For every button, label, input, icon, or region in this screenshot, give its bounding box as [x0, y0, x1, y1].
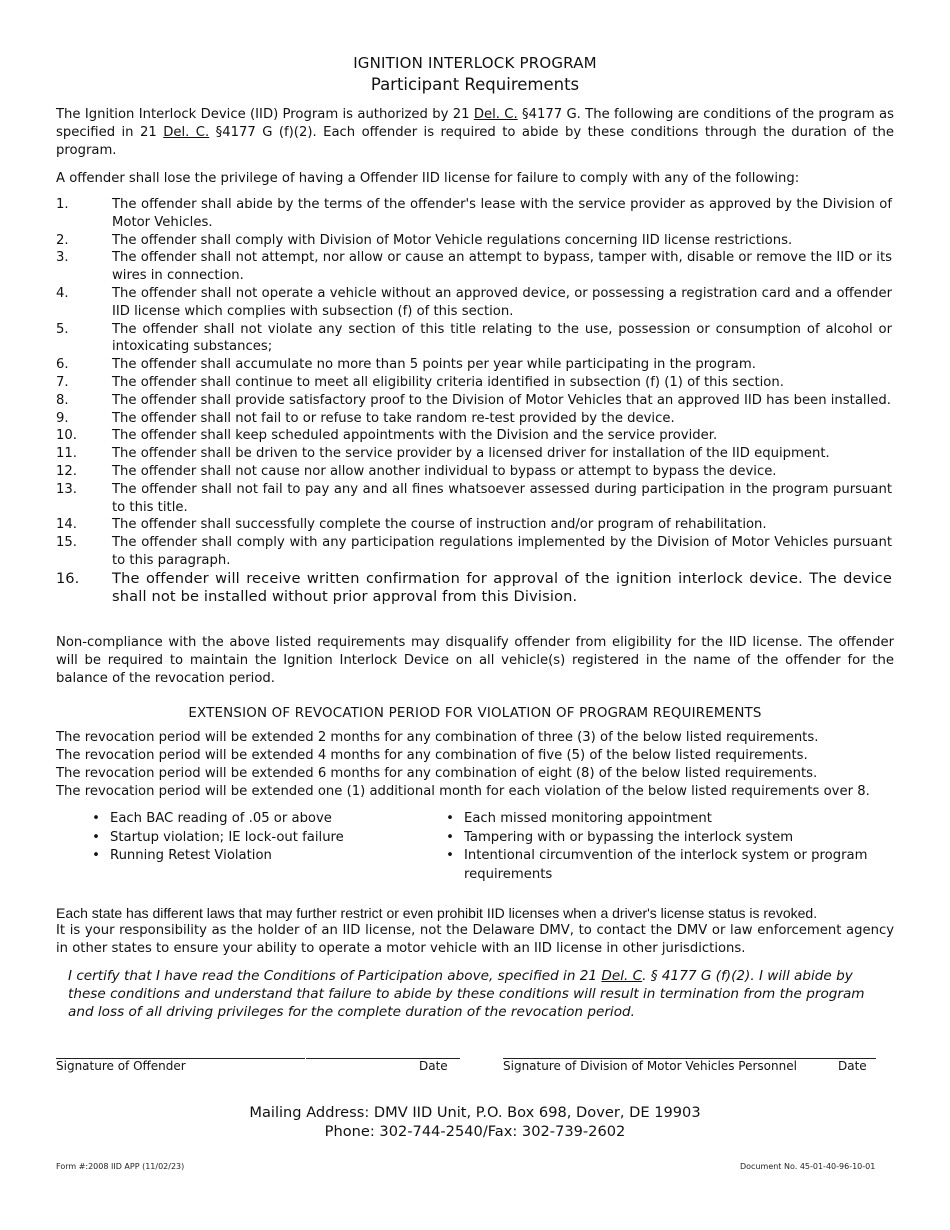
dmv-date-label: Date	[838, 1059, 867, 1073]
condition-number: 2.	[56, 232, 69, 248]
condition-text: The offender shall provide satisfactory proof to the Division of Motor Vehicles that an approved IID has been installed.	[112, 392, 891, 408]
condition-item	[56, 392, 892, 410]
laws-first-line: Each state has different laws that may further restrict or even prohibit IID licenses when a driver's license status is revoked.	[56, 905, 818, 921]
extension-heading: EXTENSION OF REVOCATION PERIOD FOR VIOLATION OF PROGRAM REQUIREMENTS	[188, 706, 762, 721]
condition-number: 7.	[56, 374, 69, 390]
condition-text: The offender shall not operate a vehicle without an approved device, or possessing a registration card and a offender IID license which complies with subsection (f) of this section.	[112, 285, 892, 319]
condition-item	[56, 196, 892, 232]
extension-lines	[56, 729, 894, 801]
condition-text: The offender shall accumulate no more than 5 points per year while participating in the program.	[112, 357, 756, 373]
other-states-paragraph	[56, 904, 894, 958]
lose-privilege-paragraph: A offender shall lose the privilege of having a Offender IID license for failure to comply with any of the following:	[56, 171, 800, 186]
condition-number: 6.	[56, 357, 69, 373]
condition-number: 1.	[56, 197, 69, 212]
condition-item	[56, 232, 892, 250]
condition-number: 16.	[56, 569, 80, 587]
condition-item	[56, 516, 892, 534]
list-item: • Running Retest Violation	[82, 847, 422, 866]
intro-paragraph: The Ignition Interlock Device (IID) Program is authorized by 21 Del. C. §4177 G. The following are conditions of the program as specified in 21 Del. C. §4177 G (f)(2). Each offender is required to abide by these conditions through the duration of the program.	[56, 107, 894, 158]
document-number: Document No. 45-01-40-96-10-01	[740, 1162, 876, 1171]
extension-line: The revocation period will be extended 6 months for any combination of eight (8) of the below listed requirements.	[56, 766, 818, 781]
condition-number: 9.	[56, 410, 69, 426]
list-item: • Startup violation; IE lock-out failure	[82, 829, 422, 848]
condition-text: The offender shall not cause nor allow another individual to bypass or attempt to bypass the device.	[112, 463, 777, 479]
condition-number: 5.	[56, 321, 69, 337]
condition-text: The offender shall keep scheduled appointments with the Division and the service provider.	[112, 428, 718, 444]
condition-item	[56, 463, 892, 481]
condition-number: 12.	[56, 463, 77, 479]
condition-text: The offender shall successfully complete the course of instruction and/or program of rehabilitation.	[112, 517, 767, 533]
conditions-list	[56, 196, 892, 606]
condition-item	[56, 285, 892, 321]
condition-text: The offender shall comply with any participation regulations implemented by the Division of Motor Vehicles pursuant to this paragraph.	[112, 535, 892, 568]
list-item: • Intentional circumvention of the interlock system or program requirements	[436, 847, 896, 884]
condition-number: 14.	[56, 517, 77, 533]
page-subtitle: Participant Requirements	[370, 75, 580, 94]
condition-text: The offender shall not violate any section of this title relating to the use, possession or consumption of alcohol or intoxicating substances;	[112, 321, 892, 355]
bullet-icon: •	[92, 811, 100, 826]
condition-item	[56, 445, 892, 463]
condition-number: 10.	[56, 428, 77, 444]
violations-list-left	[82, 810, 422, 866]
condition-number: 4.	[56, 285, 69, 301]
condition-text: The offender shall abide by the terms of the offender's lease with the service provider as approved by the Division of Motor Vehicles.	[112, 197, 892, 230]
laws-rest: It is your responsibility as the holder of an IID license, not the Delaware DMV, to contact the DMV or law enforcement agency in other states to ensure your ability to operate a motor vehicle with an IID license in other jurisdictions.	[56, 923, 894, 956]
bullet-icon: •	[446, 811, 454, 826]
condition-text: The offender shall be driven to the service provider by a licensed driver for installation of the IID equipment.	[112, 446, 830, 462]
condition-text: The offender shall not fail to or refuse to take random re-test provided by the device.	[112, 410, 675, 426]
condition-item	[56, 249, 892, 285]
program-title: IGNITION INTERLOCK PROGRAM	[353, 54, 597, 72]
bullet-icon: •	[92, 848, 100, 863]
list-item: • Each missed monitoring appointment	[436, 810, 896, 829]
condition-item	[56, 410, 892, 428]
offender-signature-label: Signature of Offender	[56, 1059, 186, 1073]
form-number: Form #:2008 IID APP (11/02/23)	[56, 1162, 185, 1171]
statute-ref: Del. C.	[163, 125, 210, 140]
condition-item	[56, 374, 892, 392]
condition-text: The offender shall not fail to pay any and all fines whatsoever assessed during participation in the program pursuant to this title.	[112, 481, 892, 515]
condition-item	[56, 570, 892, 606]
noncompliance-paragraph: Non-compliance with the above listed requirements may disqualify offender from eligibility for the IID license. The offender will be required to maintain the Ignition Interlock Device on all vehicle(s) registered in the name of the offender for the balance of the revocation period.	[56, 635, 894, 686]
certification-statement: I certify that I have read the Conditions of Participation above, specified in 21 Del. C. § 4177 G (f)(2). I will abide by these conditions and understand that failure to abide by these conditions will result in termination from the program and loss of all driving privileges for the complete duration of the revocation period.	[68, 968, 865, 1020]
phone-fax: Phone: 302-744-2540/Fax: 302-739-2602	[324, 1123, 626, 1140]
condition-item	[56, 534, 892, 570]
extension-line: The revocation period will be extended 4 months for any combination of five (5) of the below listed requirements.	[56, 748, 808, 763]
condition-number: 13.	[56, 481, 77, 497]
condition-number: 8.	[56, 392, 69, 408]
statute-ref: Del. C.	[473, 107, 518, 122]
condition-number: 11.	[56, 446, 77, 462]
condition-item	[56, 356, 892, 374]
extension-line: The revocation period will be extended 2 months for any combination of three (3) of the below listed requirements.	[56, 730, 819, 745]
offender-date-label: Date	[419, 1059, 448, 1073]
condition-item	[56, 321, 892, 357]
violations-list-right	[436, 810, 896, 884]
condition-text: The offender shall continue to meet all eligibility criteria identified in subsection (f) (1) of this section.	[112, 374, 784, 390]
list-item: • Tampering with or bypassing the interlock system	[436, 829, 896, 848]
bullet-icon: •	[446, 848, 454, 863]
dmv-signature-label: Signature of Division of Motor Vehicles Personnel	[503, 1059, 797, 1073]
condition-item	[56, 427, 892, 445]
mailing-address: Mailing Address: DMV IID Unit, P.O. Box 698, Dover, DE 19903	[249, 1104, 701, 1121]
bullet-icon: •	[92, 829, 100, 845]
list-item: • Each BAC reading of .05 or above	[82, 810, 422, 829]
condition-item	[56, 481, 892, 517]
condition-text: The offender shall not attempt, nor allow or cause an attempt to bypass, tamper with, disable or remove the IID or its wires in connection.	[112, 250, 892, 284]
statute-ref: Del. C	[601, 968, 643, 984]
condition-text: The offender will receive written confirmation for approval of the ignition interlock device. The device shall not be installed without prior approval from this Division.	[112, 569, 892, 605]
condition-number: 15.	[56, 535, 77, 551]
condition-number: 3.	[56, 250, 69, 266]
bullet-icon: •	[446, 829, 454, 845]
extension-line: The revocation period will be extended one (1) additional month for each violation of the below listed requirements over 8.	[56, 784, 870, 799]
condition-text: The offender shall comply with Division of Motor Vehicle regulations concerning IID license restrictions.	[112, 232, 793, 248]
mailing-block	[0, 1103, 950, 1141]
